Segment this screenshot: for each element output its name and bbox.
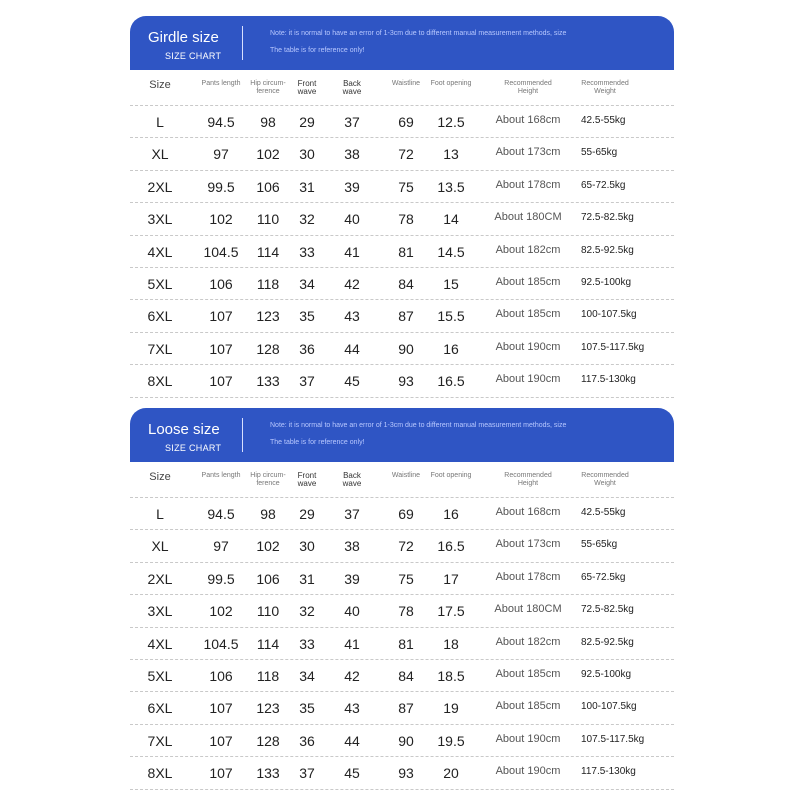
- cell-size: 7XL: [147, 732, 173, 749]
- cell-hip-circumference: 106: [256, 570, 280, 587]
- cell-recommended-height: About 173cm: [495, 538, 561, 551]
- header-foot-opening: Foot opening: [430, 472, 472, 479]
- cell-front-wave: 36: [299, 732, 315, 749]
- cell-recommended-weight: 82.5-92.5kg: [581, 244, 634, 256]
- cell-pants-length: 107: [209, 373, 233, 390]
- header-hip-circumference: Hip circum-ference: [250, 80, 286, 95]
- cell-recommended-height: About 173cm: [495, 146, 561, 159]
- header-foot-opening: Foot opening: [430, 80, 472, 87]
- header-size: Size: [149, 471, 171, 483]
- cell-front-wave: 33: [299, 635, 315, 652]
- cell-pants-length: 99.5: [207, 570, 235, 587]
- cell-size: 6XL: [147, 308, 173, 325]
- header-back-wave: Back wave: [342, 79, 362, 96]
- cell-waistline: 93: [398, 765, 414, 782]
- cell-foot-opening: 16.5: [437, 538, 465, 555]
- cell-waistline: 69: [398, 506, 414, 522]
- cell-pants-length: 104.5: [203, 635, 239, 652]
- table-header-row: [130, 462, 674, 498]
- cell-hip-circumference: 98: [260, 506, 276, 522]
- cell-front-wave: 30: [299, 146, 315, 163]
- cell-foot-opening: 14: [443, 211, 459, 228]
- cell-foot-opening: 17.5: [437, 603, 465, 620]
- cell-size: XL: [151, 146, 169, 163]
- cell-foot-opening: 15: [443, 275, 459, 292]
- loose-size-chart: [130, 408, 674, 790]
- cell-size: 4XL: [147, 243, 173, 260]
- cell-waistline: 78: [398, 211, 414, 228]
- cell-front-wave: 37: [299, 373, 315, 390]
- cell-pants-length: 106: [209, 667, 233, 684]
- cell-front-wave: 29: [299, 114, 315, 130]
- cell-recommended-weight: 82.5-92.5kg: [581, 636, 634, 648]
- cell-recommended-weight: 117.5-130kg: [581, 374, 636, 386]
- cell-recommended-weight: 42.5-55kg: [581, 115, 626, 126]
- banner-divider: [242, 418, 243, 452]
- cell-waistline: 81: [398, 635, 414, 652]
- cell-size: 4XL: [147, 635, 173, 652]
- cell-pants-length: 97: [213, 538, 229, 555]
- cell-pants-length: 97: [213, 146, 229, 163]
- header-back-wave: Back wave: [342, 471, 362, 488]
- cell-size: 3XL: [147, 211, 173, 228]
- cell-pants-length: 106: [209, 275, 233, 292]
- table-row: [130, 563, 674, 595]
- cell-back-wave: 45: [344, 373, 360, 390]
- cell-waistline: 75: [398, 570, 414, 587]
- cell-recommended-height: About 185cm: [495, 275, 561, 288]
- table-row: [130, 725, 674, 757]
- cell-pants-length: 102: [209, 603, 233, 620]
- header-waistline: Waistline: [391, 472, 421, 479]
- cell-recommended-height: About 190cm: [495, 340, 561, 353]
- cell-waistline: 72: [398, 538, 414, 555]
- cell-back-wave: 42: [344, 667, 360, 684]
- cell-recommended-height: About 185cm: [495, 308, 561, 321]
- section-title: Loose size: [148, 421, 220, 438]
- cell-back-wave: 39: [344, 570, 360, 587]
- cell-recommended-weight: 55-65kg: [581, 539, 618, 551]
- cell-front-wave: 32: [299, 603, 315, 620]
- cell-foot-opening: 20: [443, 765, 459, 782]
- cell-back-wave: 37: [344, 506, 360, 522]
- cell-recommended-weight: 65-72.5kg: [581, 571, 626, 583]
- cell-front-wave: 30: [299, 538, 315, 555]
- cell-back-wave: 43: [344, 700, 360, 717]
- section-banner: [130, 408, 674, 462]
- cell-hip-circumference: 128: [256, 732, 280, 749]
- cell-waistline: 93: [398, 373, 414, 390]
- cell-size: L: [156, 114, 164, 130]
- header-pants-length: Pants length: [201, 472, 241, 479]
- cell-hip-circumference: 102: [256, 146, 280, 163]
- measurement-note: Note: it is normal to have an error of 1-3cm due to different manual measurement methods, size: [270, 30, 567, 37]
- cell-waistline: 81: [398, 243, 414, 260]
- cell-back-wave: 44: [344, 732, 360, 749]
- cell-waistline: 78: [398, 603, 414, 620]
- cell-size: 6XL: [147, 700, 173, 717]
- cell-back-wave: 41: [344, 635, 360, 652]
- cell-pants-length: 107: [209, 765, 233, 782]
- cell-hip-circumference: 118: [256, 667, 280, 684]
- cell-recommended-weight: 100-107.5kg: [581, 309, 637, 321]
- cell-hip-circumference: 114: [256, 635, 280, 652]
- cell-recommended-height: About 178cm: [495, 570, 561, 583]
- cell-size: 7XL: [147, 340, 173, 357]
- cell-foot-opening: 13: [443, 146, 459, 163]
- table-row: [130, 595, 674, 627]
- table-row: [130, 660, 674, 692]
- cell-back-wave: 40: [344, 603, 360, 620]
- reference-note: The table is for reference only!: [270, 439, 365, 446]
- cell-pants-length: 107: [209, 340, 233, 357]
- cell-recommended-height: About 168cm: [495, 114, 561, 126]
- cell-recommended-weight: 100-107.5kg: [581, 701, 637, 713]
- cell-recommended-height: About 190cm: [495, 373, 561, 386]
- cell-foot-opening: 15.5: [437, 308, 465, 325]
- cell-pants-length: 107: [209, 308, 233, 325]
- table-row: [130, 628, 674, 660]
- cell-recommended-height: About 190cm: [495, 765, 561, 778]
- header-front-wave: Front wave: [297, 79, 317, 96]
- cell-size: XL: [151, 538, 169, 555]
- banner-divider: [242, 26, 243, 60]
- cell-recommended-weight: 55-65kg: [581, 147, 618, 159]
- cell-recommended-height: About 178cm: [495, 178, 561, 191]
- cell-front-wave: 37: [299, 765, 315, 782]
- cell-hip-circumference: 102: [256, 538, 280, 555]
- cell-back-wave: 40: [344, 211, 360, 228]
- cell-front-wave: 35: [299, 700, 315, 717]
- header-waistline: Waistline: [391, 80, 421, 87]
- header-recommended-weight: Recommended Weight: [581, 472, 629, 487]
- cell-front-wave: 35: [299, 308, 315, 325]
- cell-waistline: 87: [398, 700, 414, 717]
- cell-recommended-height: About 185cm: [495, 667, 561, 680]
- cell-recommended-weight: 92.5-100kg: [581, 668, 632, 680]
- cell-hip-circumference: 110: [256, 603, 280, 620]
- cell-recommended-height: About 190cm: [495, 732, 561, 745]
- table-row: [130, 757, 674, 789]
- cell-hip-circumference: 114: [256, 243, 280, 260]
- section-subtitle: SIZE CHART: [165, 443, 222, 453]
- cell-recommended-weight: 72.5-82.5kg: [581, 604, 634, 616]
- table-row: [130, 333, 674, 365]
- cell-hip-circumference: 133: [256, 765, 280, 782]
- cell-waistline: 72: [398, 146, 414, 163]
- cell-foot-opening: 12.5: [437, 114, 465, 130]
- cell-pants-length: 107: [209, 700, 233, 717]
- cell-pants-length: 99.5: [207, 178, 235, 195]
- cell-front-wave: 36: [299, 340, 315, 357]
- cell-hip-circumference: 133: [256, 373, 280, 390]
- header-hip-circumference: Hip circum-ference: [250, 472, 286, 487]
- cell-recommended-weight: 72.5-82.5kg: [581, 212, 634, 224]
- cell-back-wave: 45: [344, 765, 360, 782]
- header-size: Size: [149, 79, 171, 91]
- cell-recommended-weight: 42.5-55kg: [581, 507, 626, 518]
- cell-foot-opening: 16: [443, 506, 459, 522]
- cell-front-wave: 29: [299, 506, 315, 522]
- cell-size: 8XL: [147, 373, 173, 390]
- reference-note: The table is for reference only!: [270, 47, 365, 54]
- cell-front-wave: 33: [299, 243, 315, 260]
- cell-back-wave: 38: [344, 146, 360, 163]
- table-row: [130, 236, 674, 268]
- cell-pants-length: 104.5: [203, 243, 239, 260]
- cell-front-wave: 34: [299, 667, 315, 684]
- table-row: [130, 300, 674, 332]
- cell-back-wave: 38: [344, 538, 360, 555]
- cell-size: 5XL: [147, 667, 173, 684]
- cell-pants-length: 102: [209, 211, 233, 228]
- section-banner: [130, 16, 674, 70]
- cell-hip-circumference: 106: [256, 178, 280, 195]
- header-recommended-height: Recommended Height: [504, 472, 552, 487]
- cell-foot-opening: 16.5: [437, 373, 465, 390]
- cell-waistline: 87: [398, 308, 414, 325]
- header-pants-length: Pants length: [201, 80, 241, 87]
- cell-hip-circumference: 118: [256, 275, 280, 292]
- cell-pants-length: 94.5: [207, 114, 235, 130]
- cell-front-wave: 32: [299, 211, 315, 228]
- header-front-wave: Front wave: [297, 471, 317, 488]
- table-row: [130, 203, 674, 235]
- table-row: [130, 138, 674, 170]
- cell-recommended-weight: 107.5-117.5kg: [581, 341, 645, 353]
- cell-back-wave: 37: [344, 114, 360, 130]
- cell-hip-circumference: 123: [256, 700, 280, 717]
- cell-recommended-weight: 107.5-117.5kg: [581, 733, 645, 745]
- cell-hip-circumference: 128: [256, 340, 280, 357]
- cell-waistline: 84: [398, 667, 414, 684]
- header-recommended-weight: Recommended Weight: [581, 80, 629, 95]
- table-row: [130, 106, 674, 138]
- cell-foot-opening: 16: [443, 340, 459, 357]
- cell-recommended-height: About 180CM: [494, 211, 562, 224]
- cell-front-wave: 34: [299, 275, 315, 292]
- cell-waistline: 90: [398, 340, 414, 357]
- table-row: [130, 692, 674, 724]
- table-row: [130, 365, 674, 397]
- section-subtitle: SIZE CHART: [165, 51, 222, 61]
- table-header-row: [130, 70, 674, 106]
- table-row: [130, 171, 674, 203]
- cell-waistline: 84: [398, 275, 414, 292]
- table-row: [130, 268, 674, 300]
- cell-front-wave: 31: [299, 570, 315, 587]
- table-row: [130, 498, 674, 530]
- cell-size: L: [156, 506, 164, 522]
- cell-size: 2XL: [147, 570, 173, 587]
- cell-recommended-weight: 65-72.5kg: [581, 179, 626, 191]
- cell-front-wave: 31: [299, 178, 315, 195]
- girdle-size-chart: [130, 16, 674, 398]
- cell-size: 8XL: [147, 765, 173, 782]
- cell-foot-opening: 19.5: [437, 732, 465, 749]
- cell-hip-circumference: 110: [256, 211, 280, 228]
- cell-size: 2XL: [147, 178, 173, 195]
- cell-back-wave: 42: [344, 275, 360, 292]
- cell-recommended-height: About 182cm: [495, 635, 561, 648]
- cell-pants-length: 94.5: [207, 506, 235, 522]
- cell-foot-opening: 17: [443, 570, 459, 587]
- cell-back-wave: 43: [344, 308, 360, 325]
- cell-back-wave: 41: [344, 243, 360, 260]
- cell-back-wave: 39: [344, 178, 360, 195]
- cell-foot-opening: 19: [443, 700, 459, 717]
- cell-waistline: 90: [398, 732, 414, 749]
- cell-foot-opening: 14.5: [437, 243, 465, 260]
- cell-back-wave: 44: [344, 340, 360, 357]
- cell-recommended-weight: 92.5-100kg: [581, 276, 632, 288]
- section-title: Girdle size: [148, 29, 219, 46]
- cell-recommended-height: About 182cm: [495, 243, 561, 256]
- cell-hip-circumference: 98: [260, 114, 276, 130]
- cell-recommended-height: About 180CM: [494, 603, 562, 616]
- cell-waistline: 75: [398, 178, 414, 195]
- cell-hip-circumference: 123: [256, 308, 280, 325]
- cell-size: 5XL: [147, 275, 173, 292]
- cell-size: 3XL: [147, 603, 173, 620]
- cell-pants-length: 107: [209, 732, 233, 749]
- cell-recommended-height: About 185cm: [495, 700, 561, 713]
- cell-foot-opening: 18.5: [437, 667, 465, 684]
- cell-foot-opening: 13.5: [437, 178, 465, 195]
- table-row: [130, 530, 674, 562]
- header-recommended-height: Recommended Height: [504, 80, 552, 95]
- cell-foot-opening: 18: [443, 635, 459, 652]
- cell-recommended-weight: 117.5-130kg: [581, 766, 636, 778]
- cell-waistline: 69: [398, 114, 414, 130]
- measurement-note: Note: it is normal to have an error of 1-3cm due to different manual measurement methods, size: [270, 422, 567, 429]
- cell-recommended-height: About 168cm: [495, 506, 561, 518]
